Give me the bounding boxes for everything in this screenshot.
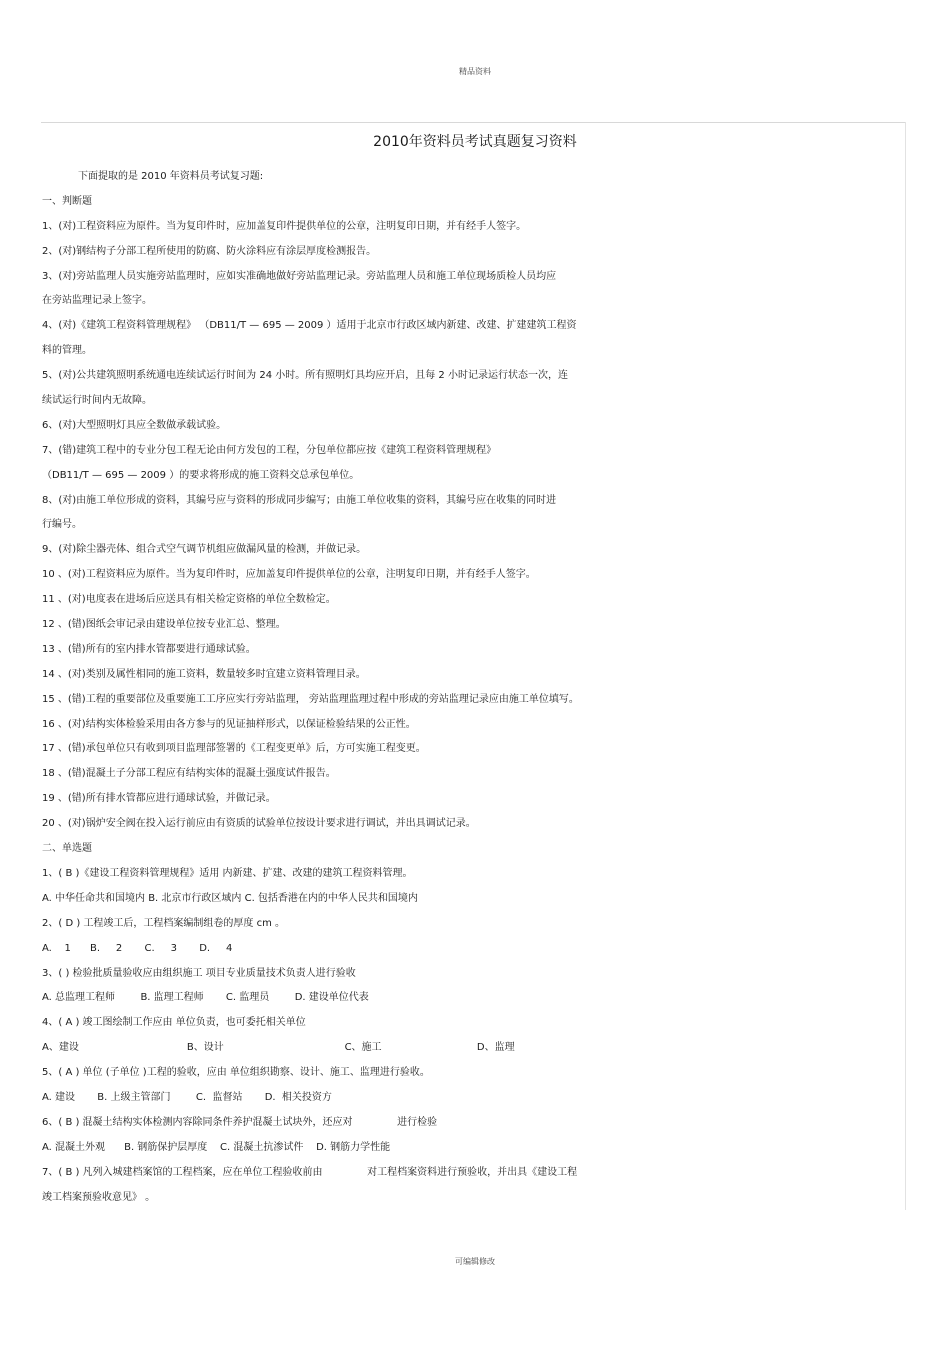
- judgement-item: 3、(对)旁站监理人员实施旁站监理时，应如实准确地做好旁站监理记录。旁站监理人员和施工单位现场质检人员均应: [42, 270, 557, 282]
- footer-note: 可编辑修改: [455, 1257, 495, 1266]
- choice-question: 6、( B ) 混凝土结构实体检测内容除同条件养护混凝土试块外，还应对 进行检验: [42, 1116, 438, 1128]
- section-heading-judgement: 一、判断题: [42, 195, 92, 207]
- choice-options: A. 1 B. 2 C. 3 D. 4: [42, 942, 233, 954]
- intro-line: 下面提取的是 2010 年资料员考试复习题:: [78, 171, 264, 182]
- document-body: [42, 165, 908, 1210]
- judgement-item: 16 、(对)结构实体检验采用由各方参与的见证抽样形式，以保证检验结果的公正性。: [42, 718, 416, 730]
- judgement-item-continued: 续试运行时间内无故障。: [42, 395, 152, 407]
- judgement-item: 11 、(对)电度表在进场后应送具有相关检定资格的单位全数检定。: [42, 594, 336, 606]
- judgement-item: 17 、(错)承包单位只有收到项目监理部签署的《工程变更单》后，方可实施工程变更。: [42, 743, 426, 755]
- header-note: 精品资料: [459, 67, 491, 76]
- choice-question: 7、( B ) 凡列入城建档案馆的工程档案，应在单位工程验收前由 对工程档案资料进行预验收，并出具《建设工程: [42, 1166, 578, 1178]
- choice-question: 2、( D ) 工程竣工后，工程档案编制组卷的厚度 cm 。: [42, 917, 285, 929]
- choice-options: A. 建设 B. 上级主管部门 C. 监督站 D. 相关投资方: [42, 1091, 332, 1103]
- section-heading-single-choice: 二、单选题: [42, 843, 92, 855]
- judgement-item: 1、(对)工程资料应为原件。当为复印件时，应加盖复印件提供单位的公章，注明复印日期，并有经手人签字。: [42, 220, 527, 232]
- judgement-item: 18 、(错)混凝土子分部工程应有结构实体的混凝土强度试件报告。: [42, 768, 336, 780]
- judgement-item: 15 、(错)工程的重要部位及重要施工工序应实行旁站监理， 旁站监理监理过程中形成的旁站监理记录应由施工单位填写。: [42, 693, 579, 705]
- choice-question: 4、( A ) 竣工图绘制工作应由 单位负责，也可委托相关单位: [42, 1017, 306, 1029]
- judgement-item: 13 、(错)所有的室内排水管都要进行通球试验。: [42, 643, 256, 655]
- judgement-item: 2、(对)钢结构子分部工程所使用的防腐、防火涂料应有涂层厚度检测报告。: [42, 245, 377, 257]
- judgement-item: 19 、(错)所有排水管都应进行通球试验，并做记录。: [42, 793, 276, 805]
- judgement-item-continued: 料的管理。: [42, 345, 92, 357]
- choice-question: 1、( B )《建设工程资料管理规程》适用 内新建、扩建、改建的建筑工程资料管理。: [42, 867, 413, 879]
- judgement-item: 14 、(对)类别及属性相同的施工资料，数量较多时宜建立资料管理目录。: [42, 668, 366, 680]
- choice-options: A、建设 B、设计 C、施工 D、监理: [42, 1042, 515, 1054]
- document-title: 2010年资料员考试真题复习资料: [373, 134, 577, 150]
- choice-options: A. 中华任命共和国境内 B. 北京市行政区域内 C. 包括香港在内的中华人民共和国境内: [42, 892, 418, 904]
- choice-question: 5、( A ) 单位 (子单位 )工程的验收，应由 单位组织勘察、设计、施工、监理进行验收。: [42, 1067, 430, 1079]
- judgement-item-continued: 行编号。: [42, 519, 82, 531]
- judgement-item-continued: 在旁站监理记录上签字。: [42, 295, 152, 307]
- judgement-item: 8、(对)由施工单位形成的资料，其编号应与资料的形成同步编写；由施工单位收集的资料，其编号应在收集的同时进: [42, 494, 557, 506]
- top-divider: [41, 122, 905, 123]
- judgement-item: 12 、(错)图纸会审记录由建设单位按专业汇总、整理。: [42, 619, 286, 631]
- choice-question-continued: 竣工档案预验收意见》 。: [42, 1191, 156, 1203]
- judgement-item-continued: （DB11/T — 695 — 2009 ）的要求将形成的施工资料交总承包单位。: [42, 469, 360, 481]
- judgement-item: 20 、(对)锅炉安全阀在投入运行前应由有资质的试验单位按设计要求进行调试，并出具调试记录。: [42, 818, 476, 830]
- choice-options: A. 总监理工程师 B. 监理工程师 C. 监理员 D. 建设单位代表: [42, 992, 369, 1004]
- judgement-item: 9、(对)除尘器壳体、组合式空气调节机组应做漏风量的检测，并做记录。: [42, 544, 367, 556]
- judgement-item: 4、(对)《建筑工程资料管理规程》 （DB11/T — 695 — 2009 ）适用于北京市行政区域内新建、改建、扩建建筑工程资: [42, 320, 577, 332]
- judgement-item: 10 、(对)工程资料应为原件。当为复印件时，应加盖复印件提供单位的公章，注明复印日期，并有经手人签字。: [42, 569, 536, 581]
- choice-options: A. 混凝土外观 B. 钢筋保护层厚度 C. 混凝土抗渗试件 D. 钢筋力学性能: [42, 1141, 391, 1153]
- choice-question: 3、( ) 检验批质量验收应由组织施工 项目专业质量技术负责人进行验收: [42, 967, 356, 979]
- judgement-item: 7、(错)建筑工程中的专业分包工程无论由何方发包的工程，分包单位都应按《建筑工程资料管理规程》: [42, 444, 497, 456]
- judgement-item: 6、(对)大型照明灯具应全数做承载试验。: [42, 419, 227, 431]
- judgement-item: 5、(对)公共建筑照明系统通电连续试运行时间为 24 小时。所有照明灯具均应开启，且每 2 小时记录运行状态一次，连: [42, 370, 568, 382]
